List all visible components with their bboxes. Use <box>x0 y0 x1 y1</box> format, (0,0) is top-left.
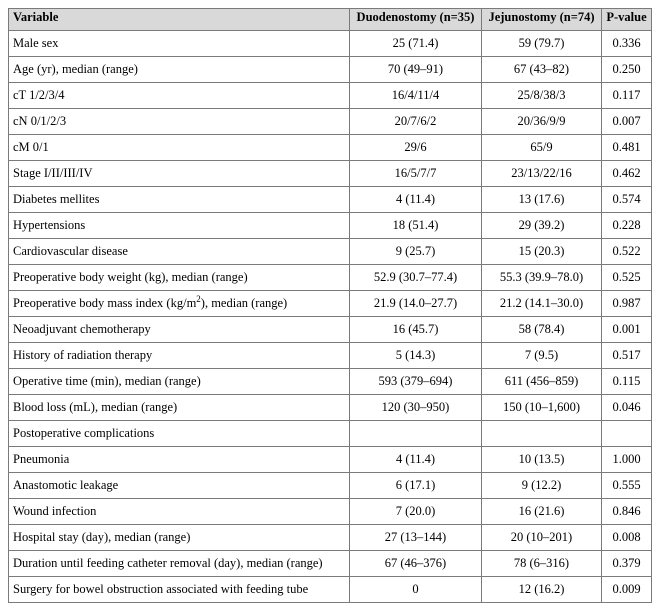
cell-jejunostomy: 20/36/9/9 <box>482 109 602 135</box>
cell-jejunostomy: 58 (78.4) <box>482 317 602 343</box>
table-row <box>9 447 652 473</box>
cell-jejunostomy: 20 (10–201) <box>482 525 602 551</box>
cell-duodenostomy: 593 (379–694) <box>350 369 482 395</box>
cell-duodenostomy: 4 (11.4) <box>350 187 482 213</box>
cell-jejunostomy: 16 (21.6) <box>482 499 602 525</box>
cell-jejunostomy <box>482 421 602 447</box>
cell-variable: cM 0/1 <box>9 135 350 161</box>
cell-duodenostomy: 9 (25.7) <box>350 239 482 265</box>
cell-variable: cN 0/1/2/3 <box>9 109 350 135</box>
cell-pvalue: 0.522 <box>602 239 652 265</box>
cell-jejunostomy: 611 (456–859) <box>482 369 602 395</box>
cell-variable: Preoperative body weight (kg), median (range) <box>9 265 350 291</box>
cell-duodenostomy: 5 (14.3) <box>350 343 482 369</box>
cell-pvalue: 0.046 <box>602 395 652 421</box>
table-header-row <box>9 9 652 31</box>
cell-duodenostomy: 4 (11.4) <box>350 447 482 473</box>
cell-pvalue: 0.987 <box>602 291 652 317</box>
cell-jejunostomy: 150 (10–1,600) <box>482 395 602 421</box>
table-row <box>9 187 652 213</box>
table-row <box>9 83 652 109</box>
cell-pvalue: 0.379 <box>602 551 652 577</box>
cell-jejunostomy: 23/13/22/16 <box>482 161 602 187</box>
cell-pvalue: 0.115 <box>602 369 652 395</box>
table-row <box>9 421 652 447</box>
cell-pvalue: 0.555 <box>602 473 652 499</box>
cell-variable: History of radiation therapy <box>9 343 350 369</box>
cell-pvalue: 0.517 <box>602 343 652 369</box>
cell-pvalue: 0.001 <box>602 317 652 343</box>
table-row <box>9 317 652 343</box>
table-row <box>9 135 652 161</box>
cell-duodenostomy: 27 (13–144) <box>350 525 482 551</box>
cell-jejunostomy: 12 (16.2) <box>482 577 602 603</box>
header-duodenostomy: Duodenostomy (n=35) <box>350 9 482 31</box>
cell-jejunostomy: 13 (17.6) <box>482 187 602 213</box>
cell-variable: Age (yr), median (range) <box>9 57 350 83</box>
table-container <box>8 8 652 603</box>
cell-pvalue: 1.000 <box>602 447 652 473</box>
cell-jejunostomy: 10 (13.5) <box>482 447 602 473</box>
cell-pvalue: 0.574 <box>602 187 652 213</box>
cell-pvalue: 0.846 <box>602 499 652 525</box>
cell-duodenostomy: 25 (71.4) <box>350 31 482 57</box>
cell-pvalue: 0.008 <box>602 525 652 551</box>
table-row <box>9 577 652 603</box>
cell-duodenostomy: 29/6 <box>350 135 482 161</box>
table-row <box>9 473 652 499</box>
cell-variable: Neoadjuvant chemotherapy <box>9 317 350 343</box>
cell-variable: cT 1/2/3/4 <box>9 83 350 109</box>
cell-variable: Stage I/II/III/IV <box>9 161 350 187</box>
cell-variable: Duration until feeding catheter removal (day), median (range) <box>9 551 350 577</box>
cell-jejunostomy: 29 (39.2) <box>482 213 602 239</box>
table-row <box>9 31 652 57</box>
cell-duodenostomy: 0 <box>350 577 482 603</box>
cell-variable: Hypertensions <box>9 213 350 239</box>
cell-pvalue <box>602 421 652 447</box>
cell-pvalue: 0.462 <box>602 161 652 187</box>
cell-variable: Surgery for bowel obstruction associated with feeding tube <box>9 577 350 603</box>
cell-variable: Wound infection <box>9 499 350 525</box>
cell-pvalue: 0.481 <box>602 135 652 161</box>
cell-variable: Postoperative complications <box>9 421 350 447</box>
cell-pvalue: 0.525 <box>602 265 652 291</box>
cell-jejunostomy: 9 (12.2) <box>482 473 602 499</box>
table-row <box>9 291 652 317</box>
cell-duodenostomy: 7 (20.0) <box>350 499 482 525</box>
cell-pvalue: 0.250 <box>602 57 652 83</box>
cell-pvalue: 0.117 <box>602 83 652 109</box>
header-pvalue: P-value <box>602 9 652 31</box>
cell-duodenostomy: 6 (17.1) <box>350 473 482 499</box>
cell-duodenostomy: 70 (49–91) <box>350 57 482 83</box>
cell-variable-suffix: ), median (range) <box>200 296 288 310</box>
cell-variable: Hospital stay (day), median (range) <box>9 525 350 551</box>
cell-jejunostomy: 65/9 <box>482 135 602 161</box>
cell-duodenostomy: 18 (51.4) <box>350 213 482 239</box>
cell-duodenostomy: 52.9 (30.7–77.4) <box>350 265 482 291</box>
cell-jejunostomy: 55.3 (39.9–78.0) <box>482 265 602 291</box>
table-row <box>9 551 652 577</box>
cell-jejunostomy: 25/8/38/3 <box>482 83 602 109</box>
cell-duodenostomy <box>350 421 482 447</box>
table-row <box>9 57 652 83</box>
cell-jejunostomy: 78 (6–316) <box>482 551 602 577</box>
cell-duodenostomy: 16 (45.7) <box>350 317 482 343</box>
cell-pvalue: 0.228 <box>602 213 652 239</box>
table-body <box>9 31 652 603</box>
cell-jejunostomy: 21.2 (14.1–30.0) <box>482 291 602 317</box>
cell-variable-text: Preoperative body mass index (kg/m <box>13 296 197 310</box>
cell-pvalue: 0.009 <box>602 577 652 603</box>
cell-variable <box>9 291 350 317</box>
table-row <box>9 369 652 395</box>
cell-jejunostomy: 59 (79.7) <box>482 31 602 57</box>
cell-variable: Diabetes mellites <box>9 187 350 213</box>
table-row <box>9 109 652 135</box>
cell-variable: Blood loss (mL), median (range) <box>9 395 350 421</box>
cell-variable: Pneumonia <box>9 447 350 473</box>
cell-variable: Operative time (min), median (range) <box>9 369 350 395</box>
cell-jejunostomy: 67 (43–82) <box>482 57 602 83</box>
table-row <box>9 213 652 239</box>
cell-pvalue: 0.007 <box>602 109 652 135</box>
cell-jejunostomy: 15 (20.3) <box>482 239 602 265</box>
header-jejunostomy: Jejunostomy (n=74) <box>482 9 602 31</box>
table-row <box>9 395 652 421</box>
cell-variable: Anastomotic leakage <box>9 473 350 499</box>
table-row <box>9 265 652 291</box>
cell-duodenostomy: 67 (46–376) <box>350 551 482 577</box>
table-row <box>9 525 652 551</box>
cell-duodenostomy: 20/7/6/2 <box>350 109 482 135</box>
table-row <box>9 499 652 525</box>
cell-duodenostomy: 16/5/7/7 <box>350 161 482 187</box>
cell-duodenostomy: 21.9 (14.0–27.7) <box>350 291 482 317</box>
table-row <box>9 161 652 187</box>
cell-duodenostomy: 120 (30–950) <box>350 395 482 421</box>
cell-duodenostomy: 16/4/11/4 <box>350 83 482 109</box>
cell-variable: Cardiovascular disease <box>9 239 350 265</box>
cell-jejunostomy: 7 (9.5) <box>482 343 602 369</box>
table-row <box>9 343 652 369</box>
table-row <box>9 239 652 265</box>
comparison-table <box>8 8 652 603</box>
cell-variable-superscript: 2 <box>196 293 201 304</box>
header-variable: Variable <box>9 9 350 31</box>
cell-variable: Male sex <box>9 31 350 57</box>
cell-pvalue: 0.336 <box>602 31 652 57</box>
